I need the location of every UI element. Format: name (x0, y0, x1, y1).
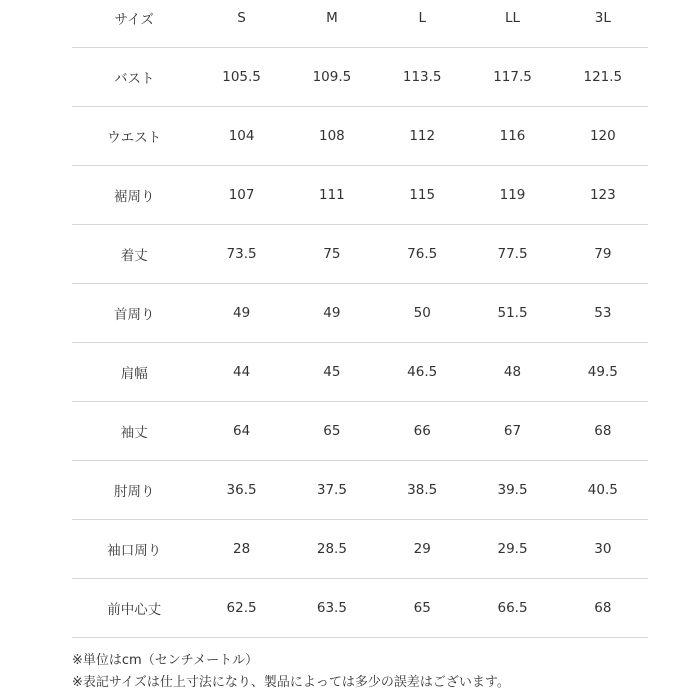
size-header-m: M (287, 0, 377, 48)
tolerance-note: ※表記サイズは仕上寸法になり、製品によっては多少の誤差はございます。 (72, 675, 510, 690)
table-cell: 66 (377, 402, 467, 461)
row-label: 肘周り (72, 461, 196, 520)
table-cell: 53 (558, 284, 648, 343)
size-header-l: L (377, 0, 467, 48)
table-cell: 123 (558, 166, 648, 225)
row-label: バスト (72, 48, 196, 107)
row-label: 首周り (72, 284, 196, 343)
row-label: ウエスト (72, 107, 196, 166)
table-cell: 48 (467, 343, 557, 402)
table-cell: 29 (377, 520, 467, 579)
table-cell: 66.5 (467, 579, 557, 638)
size-header-ll: LL (467, 0, 557, 48)
table-cell: 76.5 (377, 225, 467, 284)
unit-note: ※単位はcm（センチメートル） (72, 653, 259, 668)
table-cell: 49 (196, 284, 286, 343)
row-label: 袖丈 (72, 402, 196, 461)
size-chart-header (72, 0, 648, 48)
table-cell: 63.5 (287, 579, 377, 638)
table-cell: 40.5 (558, 461, 648, 520)
table-cell: 115 (377, 166, 467, 225)
table-cell: 38.5 (377, 461, 467, 520)
table-cell: 65 (287, 402, 377, 461)
row-label: 裾周り (72, 166, 196, 225)
table-row (72, 284, 648, 343)
table-row (72, 579, 648, 638)
table-cell: 68 (558, 579, 648, 638)
table-cell: 64 (196, 402, 286, 461)
table-cell: 104 (196, 107, 286, 166)
table-row (72, 225, 648, 284)
table-row (72, 402, 648, 461)
table-row (72, 48, 648, 107)
footnotes (72, 650, 682, 694)
table-row (72, 520, 648, 579)
table-cell: 121.5 (558, 48, 648, 107)
table-cell: 28 (196, 520, 286, 579)
table-cell: 30 (558, 520, 648, 579)
table-cell: 49 (287, 284, 377, 343)
header-row (72, 0, 648, 48)
table-cell: 39.5 (467, 461, 557, 520)
table-cell: 45 (287, 343, 377, 402)
table-cell: 51.5 (467, 284, 557, 343)
table-cell: 44 (196, 343, 286, 402)
table-cell: 46.5 (377, 343, 467, 402)
table-cell: 73.5 (196, 225, 286, 284)
table-cell: 107 (196, 166, 286, 225)
header-label: サイズ (72, 0, 196, 48)
size-header-s: S (196, 0, 286, 48)
table-cell: 116 (467, 107, 557, 166)
table-cell: 67 (467, 402, 557, 461)
table-cell: 120 (558, 107, 648, 166)
row-label: 前中心丈 (72, 579, 196, 638)
table-cell: 37.5 (287, 461, 377, 520)
table-cell: 105.5 (196, 48, 286, 107)
size-chart-table (72, 0, 648, 638)
table-row (72, 166, 648, 225)
table-cell: 29.5 (467, 520, 557, 579)
table-cell: 79 (558, 225, 648, 284)
table-row (72, 461, 648, 520)
table-cell: 112 (377, 107, 467, 166)
table-cell: 119 (467, 166, 557, 225)
table-cell: 36.5 (196, 461, 286, 520)
size-chart-body (72, 48, 648, 638)
table-cell: 62.5 (196, 579, 286, 638)
row-label: 着丈 (72, 225, 196, 284)
table-cell: 111 (287, 166, 377, 225)
table-cell: 65 (377, 579, 467, 638)
table-row (72, 107, 648, 166)
table-cell: 75 (287, 225, 377, 284)
table-cell: 68 (558, 402, 648, 461)
row-label: 袖口周り (72, 520, 196, 579)
table-cell: 77.5 (467, 225, 557, 284)
table-cell: 108 (287, 107, 377, 166)
table-cell: 28.5 (287, 520, 377, 579)
table-cell: 50 (377, 284, 467, 343)
table-cell: 117.5 (467, 48, 557, 107)
table-cell: 109.5 (287, 48, 377, 107)
table-cell: 113.5 (377, 48, 467, 107)
size-header-3l: 3L (558, 0, 648, 48)
row-label: 肩幅 (72, 343, 196, 402)
table-cell: 49.5 (558, 343, 648, 402)
table-row (72, 343, 648, 402)
